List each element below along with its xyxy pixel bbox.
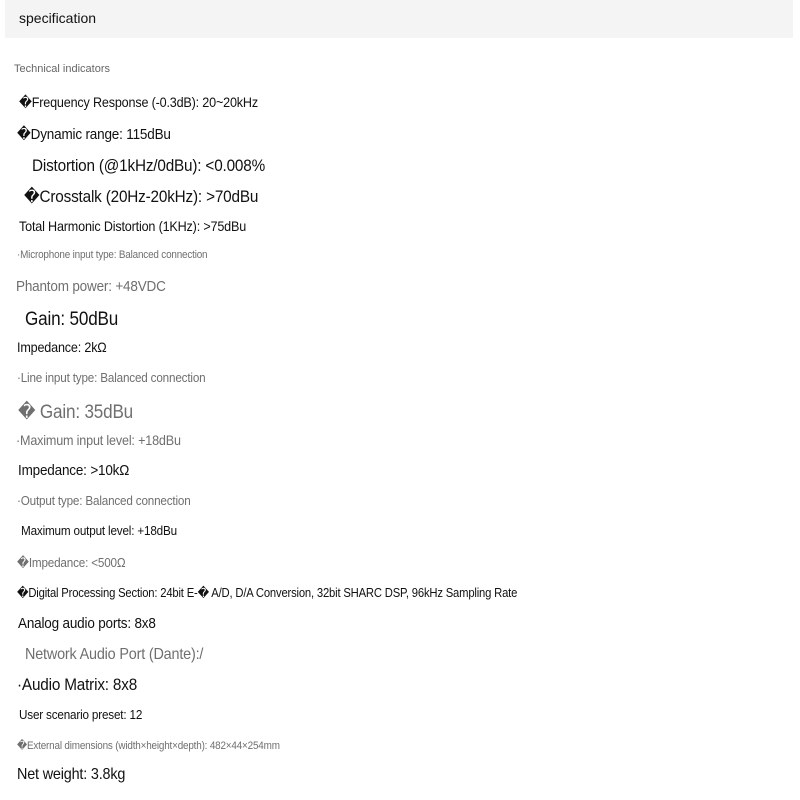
- spec-user-scenario-preset: User scenario preset: 12: [19, 707, 143, 722]
- spec-max-output-level: Maximum output level: +18dBu: [21, 523, 177, 538]
- spec-output-impedance: �Impedance: <500Ω: [17, 555, 126, 570]
- spec-max-input-level: ·Maximum input level: +18dBu: [16, 432, 181, 448]
- spec-line-input-type: ·Line input type: Balanced connection: [17, 370, 206, 385]
- spec-mic-impedance: Impedance: 2kΩ: [17, 339, 107, 355]
- spec-net-weight: Net weight: 3.8kg: [17, 766, 126, 783]
- spec-distortion: Distortion (@1kHz/0dBu): <0.008%: [32, 156, 266, 175]
- spec-output-type: ·Output type: Balanced connection: [17, 493, 191, 508]
- spec-network-audio-port: Network Audio Port (Dante):/: [25, 646, 204, 663]
- spec-line-gain: � Gain: 35dBu: [18, 402, 134, 423]
- spec-analog-audio-ports: Analog audio ports: 8x8: [18, 615, 156, 632]
- spec-total-harmonic-distortion: Total Harmonic Distortion (1KHz): >75dBu: [19, 218, 247, 234]
- page-title: specification: [19, 10, 97, 26]
- spec-mic-gain: Gain: 50dBu: [25, 309, 119, 330]
- spec-frequency-response: �Frequency Response (-0.3dB): 20~20kHz: [19, 94, 258, 110]
- spec-digital-processing: �Digital Processing Section: 24bit E-� A/D, D/A Conversion, 32bit SHARC DSP, 96kHz Sampling Rate: [17, 586, 518, 600]
- spec-microphone-input-type: ·Microphone input type: Balanced connection: [17, 249, 208, 261]
- spec-line-impedance: Impedance: >10kΩ: [18, 462, 130, 479]
- spec-audio-matrix: ·Audio Matrix: 8x8: [17, 675, 138, 694]
- spec-external-dimensions: �External dimensions (width×height×depth): 482×44×254mm: [17, 740, 280, 752]
- spec-crosstalk: �Crosstalk (20Hz-20kHz): >70dBu: [24, 187, 259, 206]
- spec-dynamic-range: �Dynamic range: 115dBu: [17, 126, 171, 143]
- section-label: Technical indicators: [14, 63, 110, 75]
- header-bar: [5, 0, 793, 38]
- spec-phantom-power: Phantom power: +48VDC: [16, 278, 166, 295]
